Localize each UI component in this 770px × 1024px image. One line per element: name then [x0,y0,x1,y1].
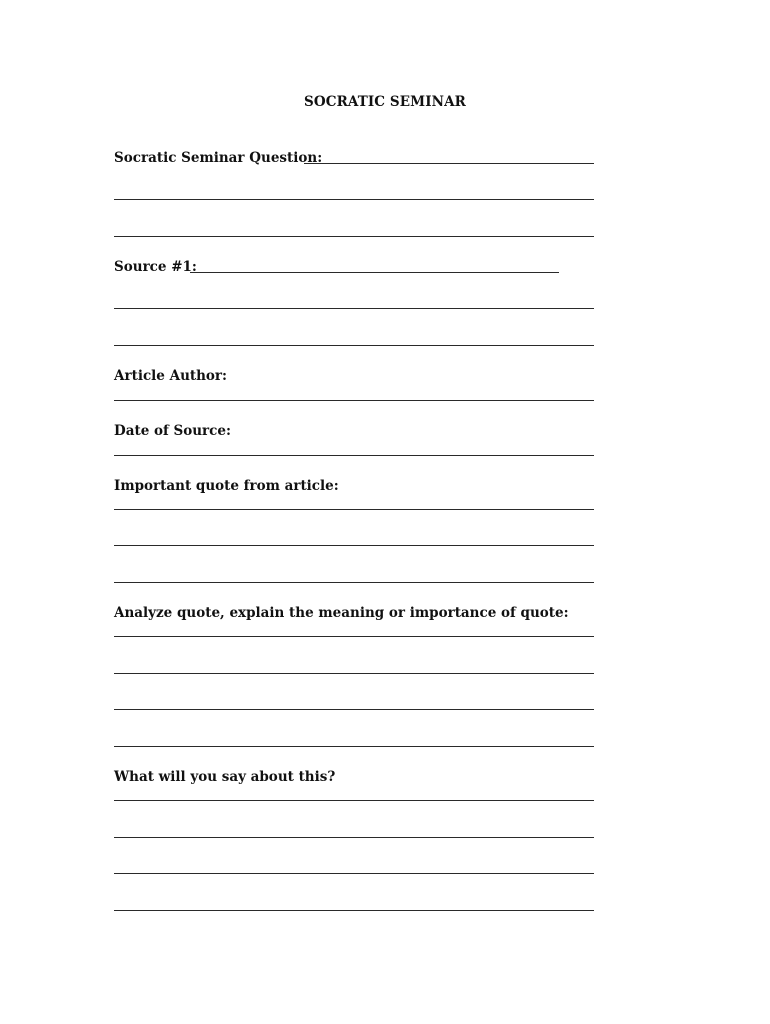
question-answer-line[interactable] [304,163,594,164]
page-title: SOCRATIC SEMINAR [304,94,466,110]
source-answer-line[interactable] [114,345,594,346]
quote-answer-line[interactable] [114,509,594,510]
analyze-label: Analyze quote, explain the meaning or importance of quote: [114,605,569,621]
say-answer-line[interactable] [114,837,594,838]
analyze-answer-line[interactable] [114,636,594,637]
author-label: Article Author: [114,368,228,384]
say-answer-line[interactable] [114,873,594,874]
quote-label: Important quote from article: [114,478,339,494]
analyze-answer-line[interactable] [114,746,594,747]
date-answer-line[interactable] [114,455,594,456]
say-answer-line[interactable] [114,910,594,911]
question-answer-line[interactable] [114,236,594,237]
question-answer-line[interactable] [114,199,594,200]
say-answer-line[interactable] [114,800,594,801]
question-label: Socratic Seminar Question: [114,150,323,166]
author-answer-line[interactable] [114,400,594,401]
analyze-answer-line[interactable] [114,673,594,674]
quote-answer-line[interactable] [114,582,594,583]
source-answer-line[interactable] [190,272,559,273]
say-label: What will you say about this? [114,769,336,785]
analyze-answer-line[interactable] [114,709,594,710]
date-label: Date of Source: [114,423,231,439]
quote-answer-line[interactable] [114,545,594,546]
source-label: Source #1: [114,259,197,275]
source-answer-line[interactable] [114,308,594,309]
